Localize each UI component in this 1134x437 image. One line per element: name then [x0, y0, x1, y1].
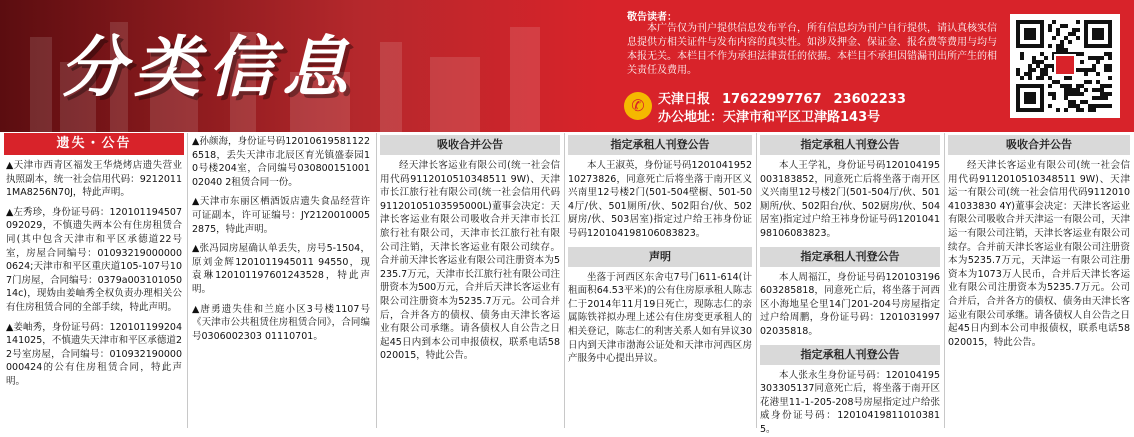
qr-module [1056, 108, 1060, 112]
list-item: ▲天津市东丽区栖酒饭店遗失食品经营许可证副本，许可证编号：JY21200100052875，特此声明。 [192, 196, 370, 235]
qr-module [1072, 32, 1076, 36]
qr-logo [1054, 54, 1076, 76]
qr-module [1068, 92, 1072, 96]
qr-module [1056, 28, 1060, 32]
qr-module [1040, 76, 1044, 80]
qr-module [1060, 84, 1064, 88]
qr-module [1040, 68, 1044, 72]
qr-module [1020, 56, 1024, 60]
qr-module [1064, 92, 1068, 96]
column-merger-notice-2 [948, 133, 1130, 428]
qr-module [1076, 84, 1080, 88]
list-item: ▲张冯园房屋确认单丢失，房号5-1504，原刘金辉1201011945011 94550，现袁琳120101197601243528，特此声明。 [192, 243, 370, 295]
column-divider [756, 133, 757, 428]
qr-module [1036, 76, 1040, 80]
qr-module [1108, 104, 1112, 108]
merger-notice-text: 经天津长客运业有限公司(统一社会信用代码9112010510348511 9W)、天津市长江旅行社有限公司(统一社会信用代码91120105103595000L)董事会决定：天津长客运业有限公司吸收合并天津市长江旅行社有限公司，天津市长江旅行社有限公司注销，天津长客运业有限公司续存。合并前天津长客运业有限公司注册资本为5235.7万元，天津市长江旅行社有限公司注册资本为500万元，合并后天津长客运业有限公司注册资本为5235.7万元。公司合并后，合并各方的债权、债务由天津长客运业有限公司承继。请各债权人自公告之日起45日内到本公司申报债权，联系电话58020015，特此公告。 [380, 160, 560, 362]
qr-module [1028, 68, 1032, 72]
qr-module [1096, 104, 1100, 108]
qr-module [1104, 92, 1108, 96]
qr-module [1080, 60, 1084, 64]
list-item: ▲姜岫秀，身份证号码：120101199204141025，不慎遗失天津市和平区承德道22号室房屋，合同编号：010932190000000424的公有住房租赁合同，特此声明。 [6, 321, 182, 387]
qr-module [1092, 68, 1096, 72]
qr-module [1108, 92, 1112, 96]
qr-module [1108, 84, 1112, 88]
column-divider [376, 133, 377, 428]
section-heading-lost: 遗失・公告 [4, 133, 184, 155]
qr-module [1048, 92, 1052, 96]
qr-module [1076, 20, 1080, 24]
qr-module [1064, 24, 1068, 28]
phone-icon: ✆ [624, 92, 652, 120]
qr-code-icon [1010, 14, 1120, 118]
qr-module [1088, 80, 1092, 84]
newspaper-name: 天津日报 [658, 92, 711, 107]
qr-module [1072, 92, 1076, 96]
qr-module [1020, 52, 1024, 56]
qr-module [1032, 56, 1036, 60]
skyline-building [380, 42, 402, 132]
qr-module [1044, 72, 1048, 76]
qr-module [1072, 28, 1076, 32]
qr-module [1040, 52, 1044, 56]
qr-module [1096, 56, 1100, 60]
notice-label: 敬告读者： [627, 12, 677, 23]
qr-module [1064, 48, 1068, 52]
qr-module [1076, 92, 1080, 96]
qr-module [1076, 52, 1080, 56]
qr-module [1068, 104, 1072, 108]
qr-code-pattern [1016, 20, 1114, 112]
qr-module [1104, 96, 1108, 100]
contact-address [658, 106, 880, 125]
qr-module [1096, 80, 1100, 84]
qr-module [1048, 24, 1052, 28]
tenant-notice-text: 本人周福江，身份证号码120103196603285818，同意死亡后，将坐落于河西区小海地星仑里14门201-204号房屋指定过户给周鹏，身份证号码：120103199702035818。 [760, 271, 940, 337]
column-merger-notice-1 [380, 133, 560, 428]
list-item: ▲左秀珍，身份证号码：120101194507092029，不慎遗失两本公有住房租赁合同(其中包含天津市和平区承德道22号室，房屋合同编号：010932190000000624;天津市和平区重庆道105-107号107门房屋，合同编号：0379a00310105014c)，现妫由姜岫秀全权负责办理相关公有住房租赁合同的全部手续，特此声明。 [6, 206, 182, 313]
qr-module [1088, 104, 1092, 108]
qr-module [1044, 64, 1048, 68]
qr-module [1040, 60, 1044, 64]
section-heading-tenant: 指定承租人刊登公告 [760, 345, 940, 365]
qr-module [1084, 80, 1088, 84]
qr-module [1108, 56, 1112, 60]
column-divider [564, 133, 565, 428]
qr-module [1072, 104, 1076, 108]
qr-module [1096, 88, 1100, 92]
qr-module [1056, 80, 1060, 84]
qr-module [1108, 68, 1112, 72]
qr-module [1072, 88, 1076, 92]
qr-module [1068, 100, 1072, 104]
qr-module [1048, 84, 1052, 88]
qr-module [1044, 56, 1048, 60]
qr-module [1016, 68, 1020, 72]
qr-module [1032, 60, 1036, 64]
qr-module [1104, 84, 1108, 88]
qr-module [1040, 72, 1044, 76]
skyline-building [510, 27, 540, 132]
qr-module [1092, 108, 1096, 112]
tenant-notice-text: 本人张永生身份证号码：120104195303305137同意死亡后，将坐落于南开区花港里11-1-205-208号房屋指定过户给张威身份证号码：120104198110103815。 [760, 369, 940, 435]
section-heading-tenant: 指定承租人刊登公告 [568, 135, 752, 155]
qr-module [1036, 64, 1040, 68]
qr-module [1052, 96, 1056, 100]
qr-module [1088, 108, 1092, 112]
qr-module [1064, 88, 1068, 92]
skyline-building [30, 37, 52, 132]
qr-module [1068, 76, 1072, 80]
contact-phones [658, 88, 906, 107]
qr-module [1048, 64, 1052, 68]
qr-module [1028, 64, 1032, 68]
phone-number-1: 17622997767 [722, 92, 822, 107]
qr-module [1068, 84, 1072, 88]
qr-module [1028, 72, 1032, 76]
qr-module [1020, 76, 1024, 80]
column-divider [944, 133, 945, 428]
qr-module [1080, 52, 1084, 56]
qr-module [1064, 108, 1068, 112]
qr-finder-pattern [1092, 28, 1104, 40]
qr-module [1036, 60, 1040, 64]
qr-module [1104, 68, 1108, 72]
qr-module [1060, 48, 1064, 52]
qr-finder-pattern [1024, 28, 1036, 40]
section-heading-tenant: 指定承租人刊登公告 [760, 135, 940, 155]
address-value: 天津市和平区卫津路143号 [723, 110, 881, 125]
qr-module [1076, 28, 1080, 32]
qr-module [1088, 68, 1092, 72]
column-lost-notices-2 [190, 133, 372, 428]
qr-module [1056, 32, 1060, 36]
address-label: 办公地址： [658, 110, 724, 125]
qr-module [1100, 104, 1104, 108]
qr-module [1076, 68, 1080, 72]
qr-module [1052, 36, 1056, 40]
qr-module [1080, 100, 1084, 104]
list-item: ▲唐勇遗失佳和兰庭小区3号楼1107号《天津市公共租赁住房租赁合同》，合同编号0306002303 01110701。 [192, 303, 370, 342]
qr-module [1084, 72, 1088, 76]
qr-module [1052, 20, 1056, 24]
column-tenant-notices-2 [760, 133, 940, 435]
section-heading-statement: 声明 [568, 247, 752, 267]
lost-notices-list-2 [190, 133, 372, 343]
qr-module [1100, 92, 1104, 96]
qr-module [1108, 64, 1112, 68]
qr-module [1104, 52, 1108, 56]
qr-module [1024, 72, 1028, 76]
phone-number-2: 23602233 [833, 92, 906, 107]
qr-module [1100, 56, 1104, 60]
qr-module [1092, 56, 1096, 60]
qr-module [1080, 108, 1084, 112]
qr-module [1084, 88, 1088, 92]
qr-module [1076, 36, 1080, 40]
qr-module [1056, 44, 1060, 48]
qr-finder-pattern [1024, 92, 1036, 104]
contact-info [622, 86, 992, 126]
qr-module [1048, 28, 1052, 32]
qr-module [1104, 64, 1108, 68]
qr-module [1076, 88, 1080, 92]
header-banner [0, 0, 1134, 132]
qr-module [1092, 104, 1096, 108]
qr-module [1096, 96, 1100, 100]
qr-module [1100, 96, 1104, 100]
merger-notice-text: 经天津长客运业有限公司(统一社会信用代码9112010510348511 9W)、天津运一有限公司(统一社会信用代码911201041033830 4Y)董事会决定：天津长客运业有限公司吸收合并天津运一有限公司，天津运一有限公司注销，天津长客运业有限公司续存。合并前天津长客运业有限公司注册资本为5235.7万元，天津运一有限公司注册资本为1073万人民币，合并后天津长客运业有限公司注册资本为5235.7万元。公司合并后，合并各方的债权、债务由天津长客运业有限公司承继。请各债权人自公告之日起45日内到本公司申报债权，联系电话58020015，特此公告。 [948, 160, 1130, 348]
qr-module [1060, 40, 1064, 44]
column-tenant-notices-1 [568, 133, 752, 428]
qr-module [1096, 72, 1100, 76]
page-title: 分类信息 [60, 29, 356, 106]
qr-module [1088, 56, 1092, 60]
qr-module [1028, 76, 1032, 80]
qr-module [1080, 84, 1084, 88]
qr-module [1052, 92, 1056, 96]
qr-module [1084, 68, 1088, 72]
qr-module [1092, 96, 1096, 100]
qr-module [1108, 52, 1112, 56]
tenant-notice-text: 本人王学礼，身份证号码120104195003183852，同意死亡后将坐落于南开区义兴南里12号楼2门(501-504厅/伙、501厕所/伙、502阳台/伙、502厨房/伙、504居室)指定过户给王祎身份证号码120104198106083823。 [760, 160, 940, 239]
qr-module [1080, 92, 1084, 96]
section-heading-tenant: 指定承租人刊登公告 [760, 247, 940, 267]
qr-module [1100, 84, 1104, 88]
section-heading-merger: 吸收合并公告 [948, 135, 1130, 155]
qr-module [1032, 68, 1036, 72]
qr-module [1084, 100, 1088, 104]
qr-module [1060, 24, 1064, 28]
qr-module [1064, 76, 1068, 80]
qr-module [1072, 100, 1076, 104]
column-divider [187, 133, 188, 428]
qr-module [1068, 40, 1072, 44]
list-item: ▲天津市西青区福发王华烧烤店遗失营业执照副本，统一社会信用代码：92120111MA8256N70J，特此声明。 [6, 160, 182, 199]
qr-module [1048, 44, 1052, 48]
qr-module [1064, 36, 1068, 40]
notice-text: 本广告仅为刊户提供信息发布平台，所有信息均为刊户自行提供，请认真核实信息提供方相关证件与发布内容的真实性。如涉及押金、保证金、报名费等费用与均与本报无关。本栏目不作为承担法律责任的依据。本栏目不承担因错漏刊出所产生的相关责任及费用。 [627, 23, 997, 76]
qr-module [1044, 68, 1048, 72]
qr-module [1048, 104, 1052, 108]
column-lost-notices [4, 133, 184, 428]
section-heading-merger: 吸收合并公告 [380, 135, 560, 155]
qr-module [1108, 76, 1112, 80]
qr-module [1048, 76, 1052, 80]
qr-module [1100, 88, 1104, 92]
statement-text: 坐落于河西区东舍屯7号门611-614(计租面积64.53平米)的公有住房原承租人陈志仁于2014年11月19日死亡，现陈志仁的亲属陈铁祥拟办理上述公有住房变更承租人的相关登记，陈志仁的利害关系人如有异议30日内到天津市渤海公证处和天津市河西区房产服务中心提出异议。 [568, 271, 752, 365]
qr-module [1092, 64, 1096, 68]
list-item: ▲孙颜海，身份证号码120106195811226518，丢失天津市北辰区育光镇盛泰园10号楼204室，合同编号03080015100102040 2租赁合同一份。 [192, 136, 370, 188]
qr-module [1068, 32, 1072, 36]
qr-module [1064, 96, 1068, 100]
qr-module [1076, 104, 1080, 108]
qr-module [1068, 88, 1072, 92]
qr-module [1096, 60, 1100, 64]
qr-module [1060, 44, 1064, 48]
qr-module [1092, 88, 1096, 92]
qr-module [1052, 80, 1056, 84]
qr-module [1076, 108, 1080, 112]
qr-module [1104, 104, 1108, 108]
qr-module [1064, 84, 1068, 88]
tenant-notice-text: 本人王淑英，身份证号码120104195210273826，同意死亡后将坐落于南开区义兴南里12号楼2门(501-504壁橱、501-504厅/伙、501厕所/伙、502阳台/伙、502厨房/伙、503居室)指定过户给王祎身份证号码120104198106083823。 [568, 160, 752, 239]
qr-module [1016, 72, 1020, 76]
skyline-building [430, 57, 480, 132]
lost-notices-list [4, 155, 184, 389]
qr-module [1080, 68, 1084, 72]
qr-module [1056, 48, 1060, 52]
